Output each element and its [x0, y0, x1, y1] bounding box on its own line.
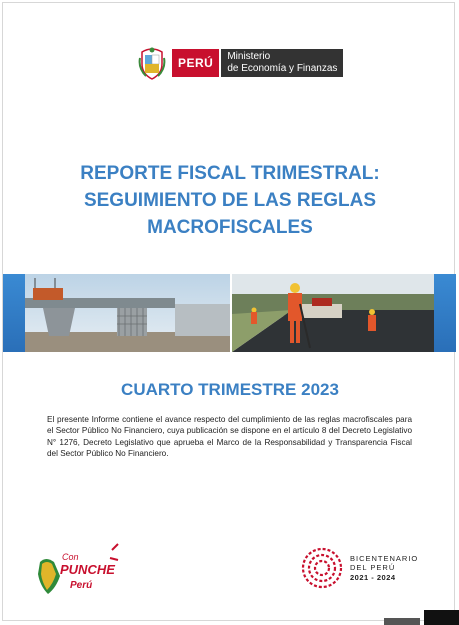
- ministry-line1: Ministerio: [227, 51, 271, 62]
- bicentenario-years: 2021 - 2024: [350, 572, 396, 582]
- bridge-construction-photo: [25, 274, 230, 352]
- cover-banner: [3, 274, 456, 352]
- bicentenario-text: [350, 554, 418, 583]
- con-text: Con: [62, 552, 79, 562]
- coat-of-arms-icon: [138, 46, 166, 80]
- bicentenario-line1: BICENTENARIO: [350, 553, 419, 563]
- bicentenario-line2: DEL PERÚ: [350, 563, 396, 573]
- con-punche-peru-logo: [34, 540, 124, 600]
- bicentenario-logo: [300, 546, 418, 590]
- title-line-1: REPORTE FISCAL TRIMESTRAL:: [80, 163, 380, 184]
- banner-left-edge: [3, 274, 25, 352]
- quarter-heading: CUARTO TRIMESTRE 2023: [121, 380, 339, 399]
- road-workers-photo: [232, 274, 434, 352]
- banner-right-edge: [434, 274, 456, 352]
- bicentenario-emblem-icon: [300, 546, 344, 590]
- mef-logo: [138, 44, 343, 82]
- footer-bar-black: [424, 610, 459, 625]
- peru-label: PERÚ: [172, 49, 219, 77]
- ministry-line2: de Economía y Finanzas: [227, 63, 338, 74]
- footer-bar-gray: [384, 618, 420, 625]
- peru-text: Perú: [70, 580, 93, 591]
- title-line-2: SEGUIMIENTO DE LAS REGLAS: [83, 190, 377, 211]
- punche-text: PUNCHE: [60, 562, 115, 577]
- ministry-label: [221, 49, 343, 77]
- report-title: [40, 160, 420, 241]
- intro-paragraph: El presente Informe contiene el avance respecto del cumplimiento de las reglas macrofiscales para el Sector Público No Financiero, cuya publicación se dispone en el artículo 8 del Decreto Legislativo N° 1276, Decreto Legislativo que aprueba el Marco de la Responsabilidad y Transparencia Fiscal del Sector Público No Financiero.: [47, 415, 412, 459]
- title-line-3: MACROFISCALES: [147, 217, 313, 238]
